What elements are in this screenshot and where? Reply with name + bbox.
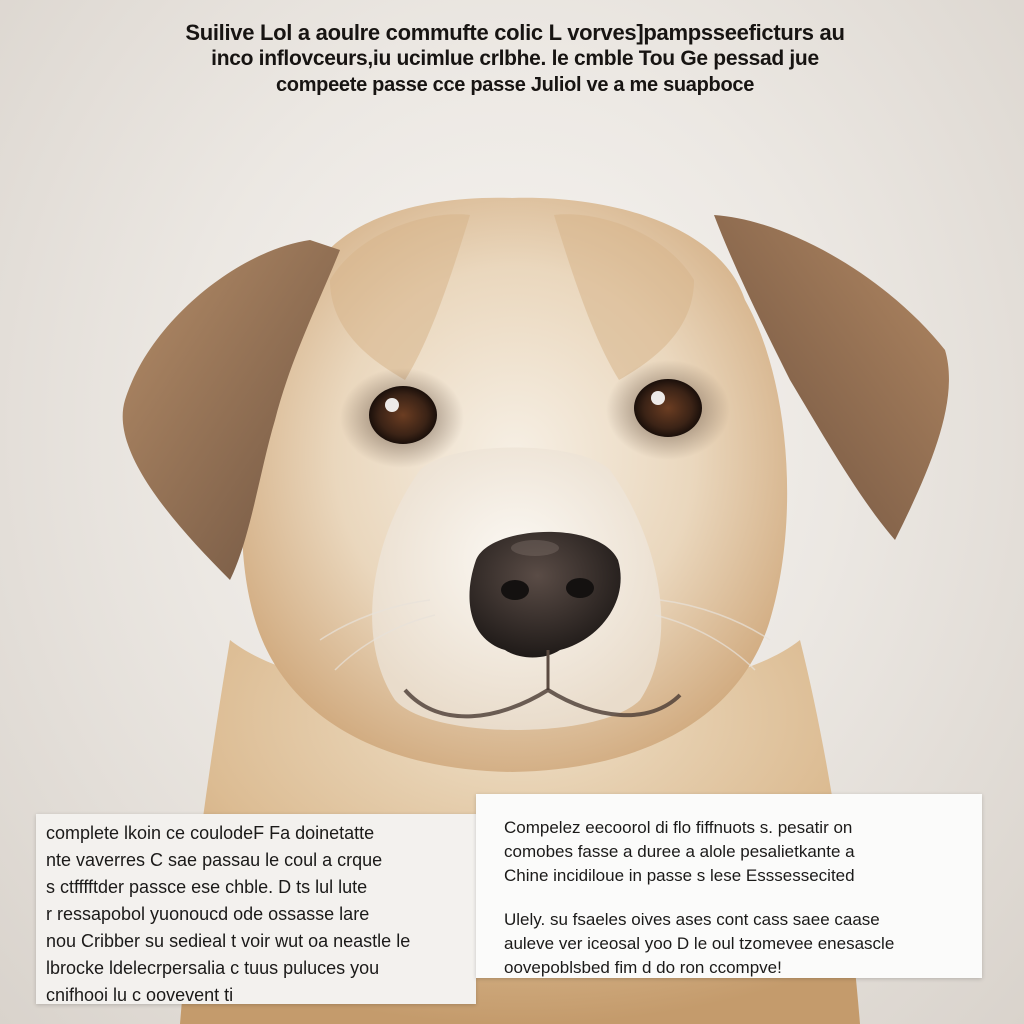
card-right-line: Ulely. su fsaeles oives ases cont cass saee caase [504,910,880,929]
headline-line-3: compeete passe cce passe Juliol ve a me suapboce [275,74,755,96]
card-left-line: complete lkoin ce coulodeF Fa doinetatte [46,823,375,843]
card-left-line: nou Cribber su sedieal t voir wut oa neastle le [46,931,411,951]
caption-card-right [476,794,982,978]
card-right-line: Chine incidiloue in passe s lese Esssessecited [504,866,855,885]
headline-text [100,20,930,98]
card-left-line: s ctfffftder passce ese chble. D ts lul lute [46,877,368,897]
card-right-line: comobes fasse a duree a alole pesalietkante a [504,842,855,861]
headline-line-1: Suilive Lol a aoulre commufte colic L vorves]pampsseeficturs au [185,20,845,45]
card-right-line: auleve ver iceosal yoo D le oul tzomevee enesascle [504,934,895,953]
paragraph-gap [504,888,954,908]
card-right-line: oovepoblsbed fim d do ron ccompve! [504,958,782,977]
caption-card-left [36,814,476,1004]
card-left-line: lbrocke ldelecrpersalia c tuus puluces you [46,958,380,978]
card-left-line: nte vaverres C sae passau le coul a crque [46,850,383,870]
card-right-line: Compelez eecoorol di flo fiffnuots s. pesatir on [504,818,853,837]
headline-line-2: inco inflovceurs,iu ucimlue crlbhe. le cmble Tou Ge pessad jue [211,47,819,70]
card-left-line: cnifhooi lu c oovevent ti [46,985,234,1004]
card-left-line: r ressapobol yuonoucd ode ossasse lare [46,904,370,924]
